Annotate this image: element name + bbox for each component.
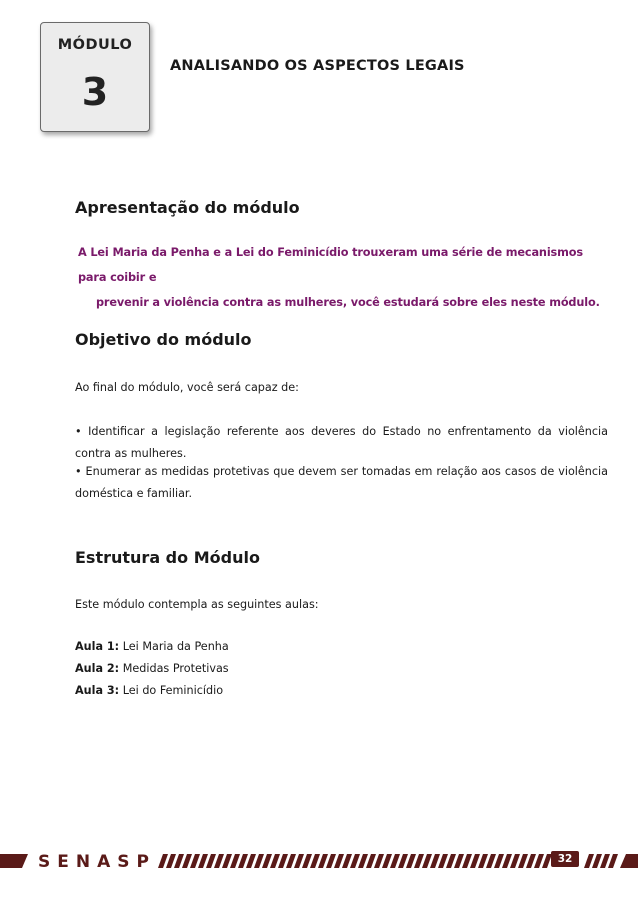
estrutura-intro: Este módulo contempla as seguintes aulas: bbox=[75, 598, 319, 611]
module-number: 3 bbox=[81, 70, 109, 114]
intro-text bbox=[78, 240, 613, 315]
intro-line-1: A Lei Maria da Penha e a Lei do Feminicídio trouxeram uma série de mecanismos para coibir e bbox=[78, 246, 583, 284]
intro-line-2: prevenir a violência contra as mulheres, você estudará sobre eles neste módulo. bbox=[96, 296, 600, 309]
objetivo-bullet-2: • Enumerar as medidas protetivas que devem ser tomadas em relação aos casos de violência doméstica e familiar. bbox=[75, 465, 608, 500]
module-label: MÓDULO bbox=[57, 37, 133, 53]
module-badge bbox=[40, 22, 150, 132]
aula-title: Medidas Protetivas bbox=[122, 662, 229, 675]
objetivo-intro: Ao final do módulo, você será capaz de: bbox=[75, 381, 299, 394]
page-number: 32 bbox=[551, 851, 579, 867]
aula-label: Aula 2: bbox=[75, 662, 120, 675]
brand-logo: SENASP bbox=[38, 852, 156, 872]
objetivo-bullet-1: • Identificar a legislação referente aos deveres do Estado no enfrentamento da violência contra as mulheres. bbox=[75, 425, 608, 460]
section-heading-apresentacao: Apresentação do módulo bbox=[75, 198, 300, 217]
page-footer bbox=[0, 848, 638, 874]
aula-label: Aula 3: bbox=[75, 684, 120, 697]
aulas-list bbox=[75, 636, 229, 702]
aula-title: Lei do Feminicídio bbox=[122, 684, 224, 697]
module-title: ANALISANDO OS ASPECTOS LEGAIS bbox=[170, 58, 465, 74]
aula-title: Lei Maria da Penha bbox=[122, 640, 229, 653]
list-item bbox=[75, 658, 229, 680]
section-heading-objetivo: Objetivo do módulo bbox=[75, 330, 252, 349]
list-item bbox=[75, 680, 229, 702]
section-heading-estrutura: Estrutura do Módulo bbox=[75, 548, 260, 567]
list-item bbox=[75, 636, 229, 658]
aula-label: Aula 1: bbox=[75, 640, 120, 653]
